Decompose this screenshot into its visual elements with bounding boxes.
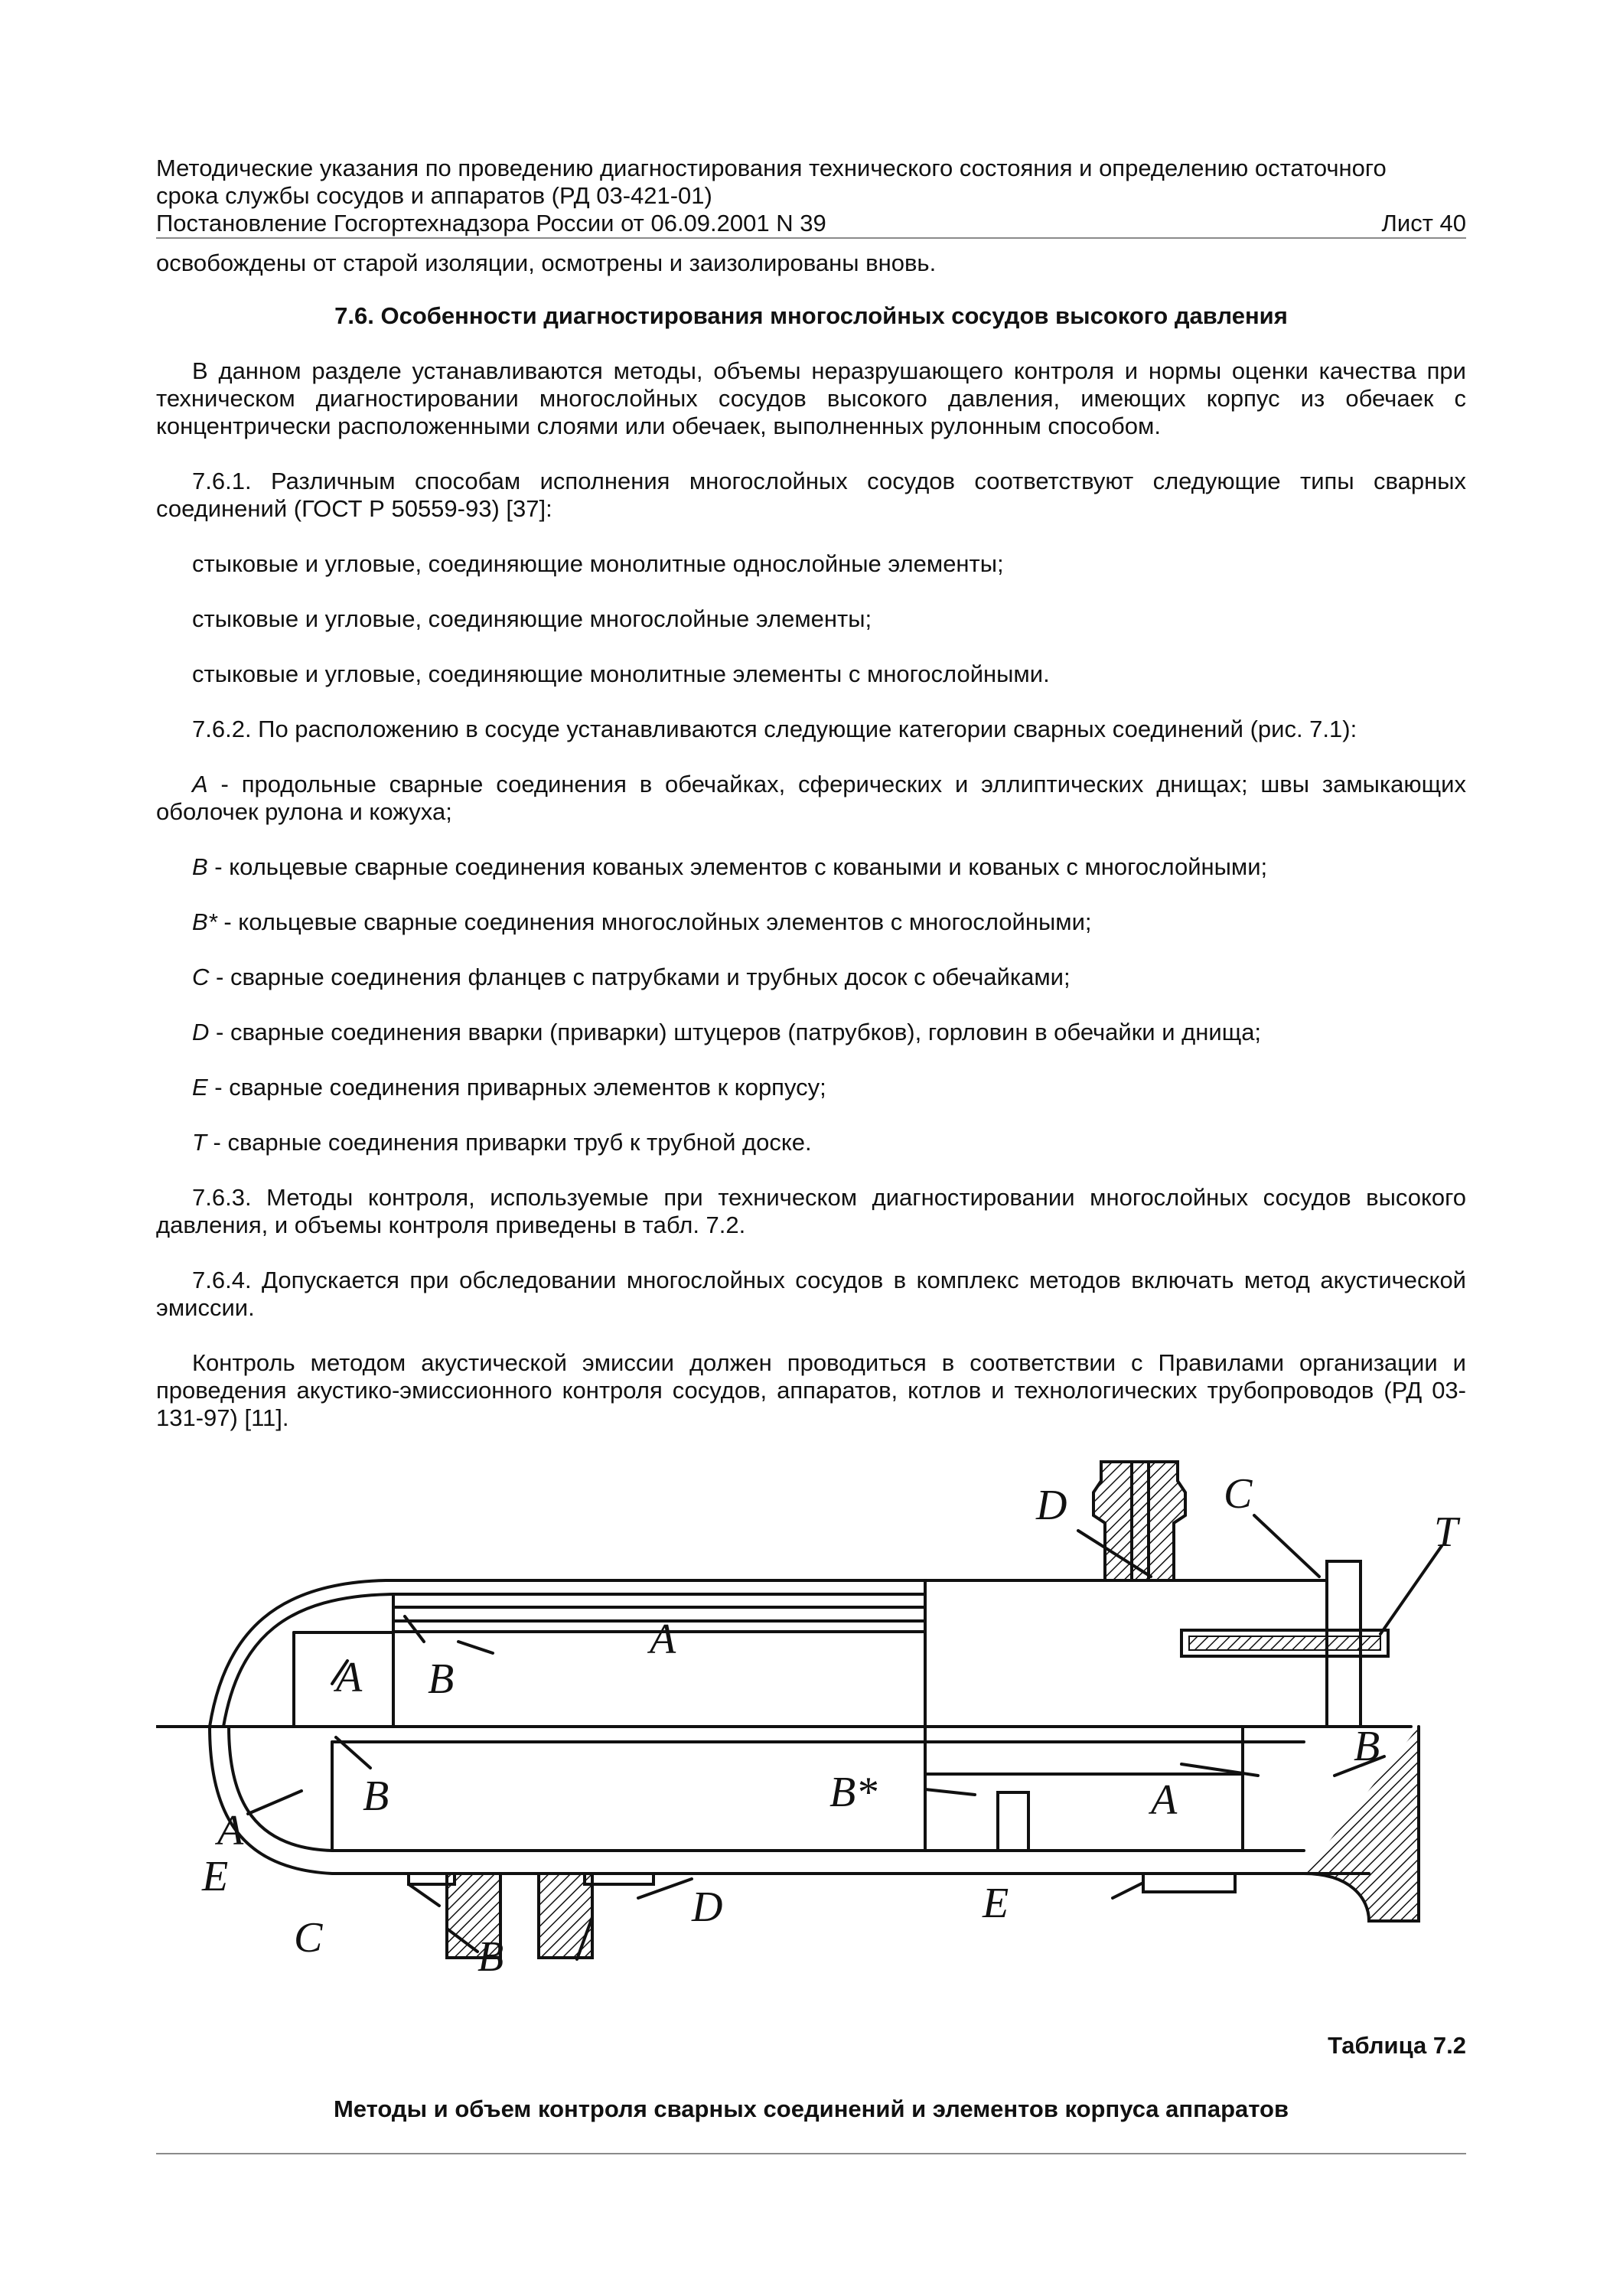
- label-a-left: A: [217, 1807, 244, 1854]
- category-item: [156, 964, 1466, 991]
- category-item: [156, 771, 1466, 826]
- lower-head-inner: [229, 1727, 1304, 1851]
- leader-line: [1113, 1883, 1143, 1898]
- category-description: - продольные сварные соединения в обечайках, сферических и эллиптических днищах; швы замыкающих оболочек рулона и кожуха;: [156, 771, 1466, 825]
- leader-line: [248, 1791, 301, 1814]
- upper-head-inner: [223, 1594, 393, 1727]
- header-title-line2: срока службы сосудов и аппаратов (РД 03-421-01): [156, 182, 712, 209]
- category-description: - кольцевые сварные соединения многослойных элементов с многослойными;: [217, 908, 1092, 935]
- leader-line: [638, 1879, 692, 1898]
- header-sheet-number: Лист 40: [1381, 210, 1466, 236]
- category-code: B: [192, 853, 208, 880]
- section-title: 7.6. Особенности диагностирования многослойных сосудов высокого давления: [334, 302, 1288, 329]
- label-d-bottom: D: [692, 1883, 723, 1931]
- header-title-line1: Методические указания по проведению диагностирования технического состояния и определению остаточного: [156, 155, 1387, 181]
- category-code: A: [192, 771, 208, 797]
- internal-part: [998, 1792, 1028, 1851]
- category-description: - сварные соединения приварки труб к трубной доске.: [206, 1129, 812, 1156]
- category-item: [156, 1129, 1466, 1156]
- pad-plate: [585, 1874, 653, 1884]
- label-b-nozzle: B: [477, 1933, 504, 1981]
- acoustic-emission-paragraph: Контроль методом акустической эмиссии должен проводиться в соответствии с Правилами организации и проведения акустико-эмиссионного контроля сосудов, аппаратов, котлов и технологических трубопроводов (РД 03-131-97) [11].: [156, 1349, 1466, 1431]
- joint-type-item: стыковые и угловые, соединяющие многослойные элементы;: [192, 605, 872, 632]
- paragraph-7-6-1: 7.6.1. Различным способам исполнения многослойных сосудов соответствуют следующие типы сварных соединений (ГОСТ Р 50559-93) [37]:: [156, 468, 1466, 522]
- page-header: [156, 155, 1466, 237]
- category-description: - сварные соединения вварки (приварки) штуцеров (патрубков), горловин в обечайки и днища;: [209, 1019, 1262, 1045]
- category-code: T: [192, 1129, 207, 1156]
- support-pad: [1143, 1874, 1235, 1892]
- header-decree: Постановление Госгортехнадзора России от 06.09.2001 N 39: [156, 210, 826, 236]
- paragraph-7-6-4: 7.6.4. Допускается при обследовании многослойных сосудов в комплекс методов включать метод акустической эмиссии.: [156, 1267, 1466, 1321]
- leader-line: [1254, 1515, 1319, 1577]
- paragraph-7-6-2: 7.6.2. По расположению в сосуде устанавливаются следующие категории сварных соединений (рис. 7.1):: [192, 716, 1357, 742]
- header-rule: [156, 237, 1466, 239]
- upper-shell-outline: [210, 1580, 1327, 1727]
- category-item: [156, 1019, 1466, 1046]
- leader-line: [925, 1789, 975, 1795]
- label-e-left: E: [202, 1853, 229, 1900]
- label-d-top: D: [1036, 1482, 1067, 1529]
- category-description: - сварные соединения фланцев с патрубками и трубных досок с обечайками;: [209, 964, 1071, 990]
- paragraph-7-6-3: 7.6.3. Методы контроля, используемые при техническом диагностировании многослойных сосудов высокого давления, и объемы контроля приведены в табл. 7.2.: [156, 1184, 1466, 1238]
- joint-type-item: стыковые и угловые, соединяющие монолитные однослойные элементы;: [192, 550, 1004, 577]
- category-item: [156, 908, 1466, 936]
- table-top-rule: [156, 2153, 1466, 2154]
- table-title: Методы и объем контроля сварных соединений и элементов корпуса аппаратов: [333, 2095, 1289, 2122]
- header-line3: [156, 210, 1466, 237]
- vessel-weld-diagram: [156, 1454, 1466, 1990]
- category-code: C: [192, 964, 210, 990]
- category-item: [156, 1074, 1466, 1101]
- top-nozzle: [1093, 1462, 1185, 1580]
- tube-wall: [1189, 1636, 1380, 1650]
- label-b-head: B: [428, 1655, 455, 1703]
- category-code: E: [192, 1074, 208, 1101]
- category-description: - кольцевые сварные соединения кованых элементов с коваными и кованых с многослойными;: [207, 853, 1268, 880]
- label-c-left: C: [294, 1914, 323, 1962]
- leader-line: [1380, 1546, 1442, 1634]
- category-item: [156, 853, 1466, 881]
- leader-line: [458, 1642, 493, 1653]
- label-t-top: T: [1434, 1508, 1458, 1556]
- label-a-lower: A: [1151, 1776, 1178, 1824]
- leader-line: [409, 1884, 439, 1906]
- label-c-top: C: [1224, 1470, 1253, 1518]
- bottom-nozzle-right: [539, 1874, 592, 1958]
- label-e-bottom: E: [983, 1880, 1009, 1927]
- label-b-right: B: [1354, 1723, 1380, 1770]
- document-body: [156, 249, 1466, 1432]
- category-code: B*: [192, 908, 217, 935]
- category-code: D: [192, 1019, 210, 1045]
- label-a-head: A: [336, 1654, 363, 1701]
- table-number: Таблица 7.2: [1328, 2032, 1466, 2059]
- intro-paragraph: В данном разделе устанавливаются методы, объемы неразрушающего контроля и нормы оценки качества при техническом диагностировании многослойных сосудов высокого давления, имеющих корпус из обечаек с концентрически расположенными слоями или обечаек, выполненных рулонным способом.: [156, 357, 1466, 439]
- label-b-left: B: [363, 1773, 389, 1820]
- label-b-star: B*: [829, 1769, 878, 1816]
- continuation-text: освобождены от старой изоляции, осмотрены и заизолированы вновь.: [156, 249, 937, 276]
- category-description: - сварные соединения приварных элементов к корпусу;: [207, 1074, 826, 1101]
- joint-type-item: стыковые и угловые, соединяющие монолитные элементы с многослойными.: [192, 660, 1050, 687]
- label-a-shell: A: [650, 1616, 676, 1663]
